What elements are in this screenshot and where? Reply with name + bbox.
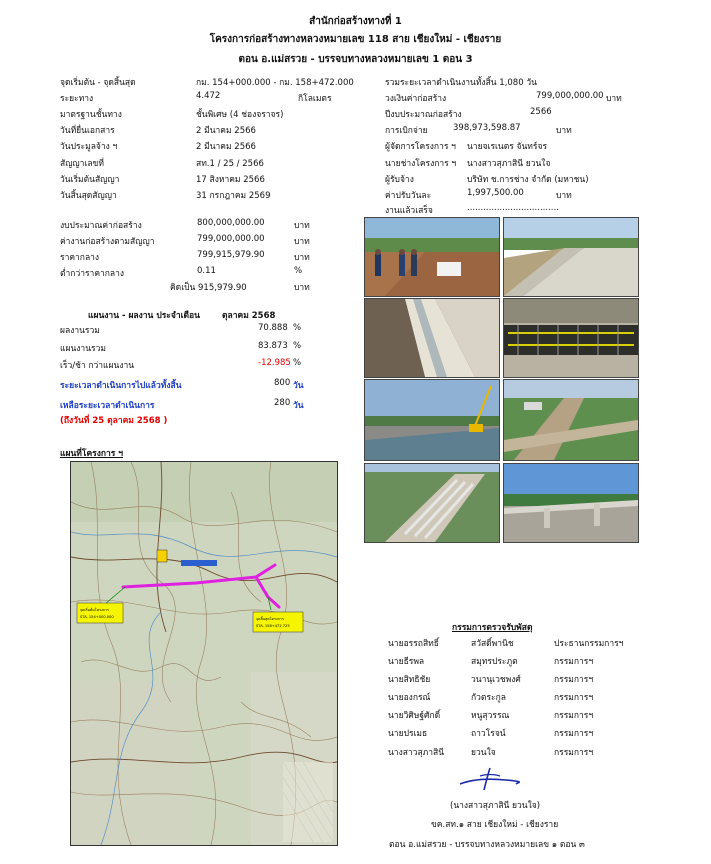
info-label: วงเงินค่าก่อสร้าง xyxy=(385,94,447,104)
info-unit: กิโลเมตร xyxy=(298,94,332,104)
info-value: 31 กรกฎาคม 2569 xyxy=(196,191,271,201)
info-label: ค่าปรับวันละ xyxy=(385,191,432,201)
map-start-label: จุดเริ่มต้นโครงการ xyxy=(80,608,109,612)
remain-value: 280 xyxy=(274,398,291,408)
committee-first-name: นายปรเมธ xyxy=(388,729,428,739)
committee-role: กรรมการฯ xyxy=(554,711,594,721)
asof-date: (ถึงวันที่ 25 ตุลาคม 2568 ) xyxy=(60,416,168,426)
elapsed-unit: วัน xyxy=(293,381,304,391)
info-value: ชั้นพิเศษ (4 ช่องจราจร) xyxy=(196,110,284,120)
committee-first-name: นายสิทธิชัย xyxy=(388,675,431,685)
map-graphic xyxy=(71,462,337,845)
remain-unit: วัน xyxy=(293,401,304,411)
committee-last-name: วนานุเวชพงศ์ xyxy=(471,675,521,685)
photo-crane-bridge xyxy=(364,379,500,461)
photo-drainage xyxy=(364,298,500,378)
info-label: การเบิกจ่าย xyxy=(385,126,428,136)
info-label: ผู้จัดการโครงการ ฯ xyxy=(385,142,456,152)
committee-last-name: สมุทรประภูต xyxy=(471,657,518,667)
info-value: บริษัท ช.การช่าง จำกัด (มหาชน) xyxy=(467,175,589,185)
budget-unit: บาท xyxy=(294,237,310,247)
photo-precast-girders xyxy=(364,463,500,543)
budget-unit: บาท xyxy=(294,253,310,263)
committee-last-name: สวัสดิ์พานิช xyxy=(471,639,514,649)
info-value: 2 มีนาคม 2566 xyxy=(196,142,256,152)
committee-last-name: กัวตระกูล xyxy=(471,693,506,703)
info-label: ผู้รับจ้าง xyxy=(385,175,414,185)
elapsed-label: ระยะเวลาดำเนินการไปแล้วทั้งสิ้น xyxy=(60,381,182,391)
info-label: ระยะทาง xyxy=(60,94,94,104)
budget-unit: บาท xyxy=(294,221,310,231)
progress-unit: % xyxy=(293,323,302,333)
signature-position-1: ขค.สท.๑ สาย เชียงใหม่ - เชียงราย xyxy=(431,820,559,830)
committee-role: กรรมการฯ xyxy=(554,675,594,685)
committee-first-name: นางสาวสุภาสินี xyxy=(388,748,445,758)
info-label: นายช่างโครงการ ฯ xyxy=(385,159,457,169)
project-map xyxy=(70,461,338,846)
committee-last-name: หนูสุวรรณ xyxy=(471,711,510,721)
info-value: 1,997,500.00 xyxy=(467,188,524,198)
info-label: มาตรฐานชั้นทาง xyxy=(60,110,122,120)
budget-value: 800,000,000.00 xyxy=(197,218,265,228)
budget-value: 0.11 xyxy=(197,266,216,276)
info-value: นายจเรเนตร จันทร์จร xyxy=(467,142,548,152)
photo-site-inspection xyxy=(364,217,500,297)
info-label: รวมระยะเวลาดำเนินงานทั้งสิ้น 1,080 วัน xyxy=(385,78,537,88)
header-line-3: ตอน อ.แม่สรวย - บรรจบทางหลวงหมายเลข 1 ตอน 3 xyxy=(238,54,473,65)
info-value: 799,000,000.00 xyxy=(536,91,604,101)
committee-last-name: ยวนใจ xyxy=(471,748,496,758)
budget-label: ต่ำกว่าราคากลาง xyxy=(60,269,125,279)
progress-title: แผนงาน - ผลงาน ประจำเดือน xyxy=(88,311,200,321)
signature-name: (นางสาวสุภาสินี ยวนใจ) xyxy=(450,801,541,811)
remain-label: เหลือระยะเวลาดำเนินการ xyxy=(60,401,155,411)
info-value: .................................. xyxy=(467,203,559,213)
budget-note: คิดเป็น 915,979.90 xyxy=(170,283,247,293)
info-unit: บาท xyxy=(556,126,572,136)
committee-title: กรรมการตรวจรับพัสดุ xyxy=(452,623,533,633)
budget-label: ราคากลาง xyxy=(60,253,100,263)
info-label: จุดเริ่มต้น - จุดสิ้นสุด xyxy=(60,78,136,88)
info-label: วันสิ้นสุดสัญญา xyxy=(60,191,117,201)
info-label: วันประมูลจ้าง ฯ xyxy=(60,142,118,152)
map-title: แผนที่โครงการ ฯ xyxy=(60,449,124,459)
committee-role: กรรมการฯ xyxy=(554,729,594,739)
header-line-2: โครงการก่อสร้างทางหลวงหมายเลข 118 สาย เชียงใหม่ - เชียงราย xyxy=(209,34,502,45)
committee-last-name: ถาวโรจน์ xyxy=(471,729,506,739)
info-value: 2566 xyxy=(530,107,552,117)
progress-unit: % xyxy=(293,341,302,351)
progress-label: แผนงานรวม xyxy=(60,344,106,354)
header-line-1: สำนักก่อสร้างทางที่ 1 xyxy=(309,16,402,27)
committee-role: กรรมการฯ xyxy=(554,693,594,703)
budget-label: งบประมาณค่าก่อสร้าง xyxy=(60,221,142,231)
budget-unit: % xyxy=(294,266,303,276)
committee-first-name: นายวิศิษฐ์ศักดิ์ xyxy=(388,711,441,721)
info-label: งานแล้วเสร็จ xyxy=(385,206,433,216)
map-start-km: STA. 154+000.000 xyxy=(80,615,114,619)
progress-value: -12.985 xyxy=(258,358,291,368)
photo-rebar xyxy=(503,298,639,378)
progress-value: 83.873 xyxy=(258,341,288,351)
info-value: กม. 154+000.000 - กม. 158+472.000 xyxy=(196,78,354,88)
info-value: 398,973,598.87 xyxy=(453,123,521,133)
info-value: 4.472 xyxy=(196,91,221,101)
elapsed-value: 800 xyxy=(274,378,291,388)
progress-month: ตุลาคม 2568 xyxy=(222,311,276,321)
budget-note-unit: บาท xyxy=(294,283,310,293)
signature-position-2: ตอน อ.แม่สรวย - บรรจบทางหลวงหมายเลข ๑ ตอน ๓ xyxy=(389,840,585,850)
progress-value: 70.888 xyxy=(258,323,288,333)
signature-mark xyxy=(456,764,522,794)
info-label: ปีงบประมาณก่อสร้าง xyxy=(385,110,462,120)
budget-label: ค่างานก่อสร้างตามสัญญา xyxy=(60,237,155,247)
info-unit: บาท xyxy=(556,191,572,201)
info-value: สท.1 / 25 / 2566 xyxy=(196,159,264,169)
photo-aerial-interchange xyxy=(503,379,639,461)
committee-first-name: นายธีรพล xyxy=(388,657,425,667)
budget-value: 799,915,979.90 xyxy=(197,250,265,260)
budget-value: 799,000,000.00 xyxy=(197,234,265,244)
committee-role: กรรมการฯ xyxy=(554,748,594,758)
photo-overpass xyxy=(503,463,639,543)
map-end-label: จุดสิ้นสุดโครงการ xyxy=(256,617,284,621)
info-label: สัญญาเลขที่ xyxy=(60,159,104,169)
photo-concrete-road xyxy=(503,217,639,297)
info-label: วันเริ่มต้นสัญญา xyxy=(60,175,120,185)
progress-label: ผลงานรวม xyxy=(60,326,100,336)
committee-role: กรรมการฯ xyxy=(554,657,594,667)
info-value: นางสาวสุภาสินี ยวนใจ xyxy=(467,159,551,169)
progress-label: เร็ว/ช้า กว่าแผนงาน xyxy=(60,361,135,371)
info-label: วันที่ยื่นเอกสาร xyxy=(60,126,115,136)
info-value: 17 สิงหาคม 2566 xyxy=(196,175,265,185)
info-value: 2 มีนาคม 2566 xyxy=(196,126,256,136)
info-unit: บาท xyxy=(606,94,622,104)
committee-first-name: นายอรรถสิทธิ์ xyxy=(388,639,439,649)
map-end-km: STA. 158+472.725 xyxy=(256,624,290,628)
committee-first-name: นายองกรณ์ xyxy=(388,693,431,703)
progress-unit: % xyxy=(293,358,302,368)
committee-role: ประธานกรรมการฯ xyxy=(554,639,624,649)
